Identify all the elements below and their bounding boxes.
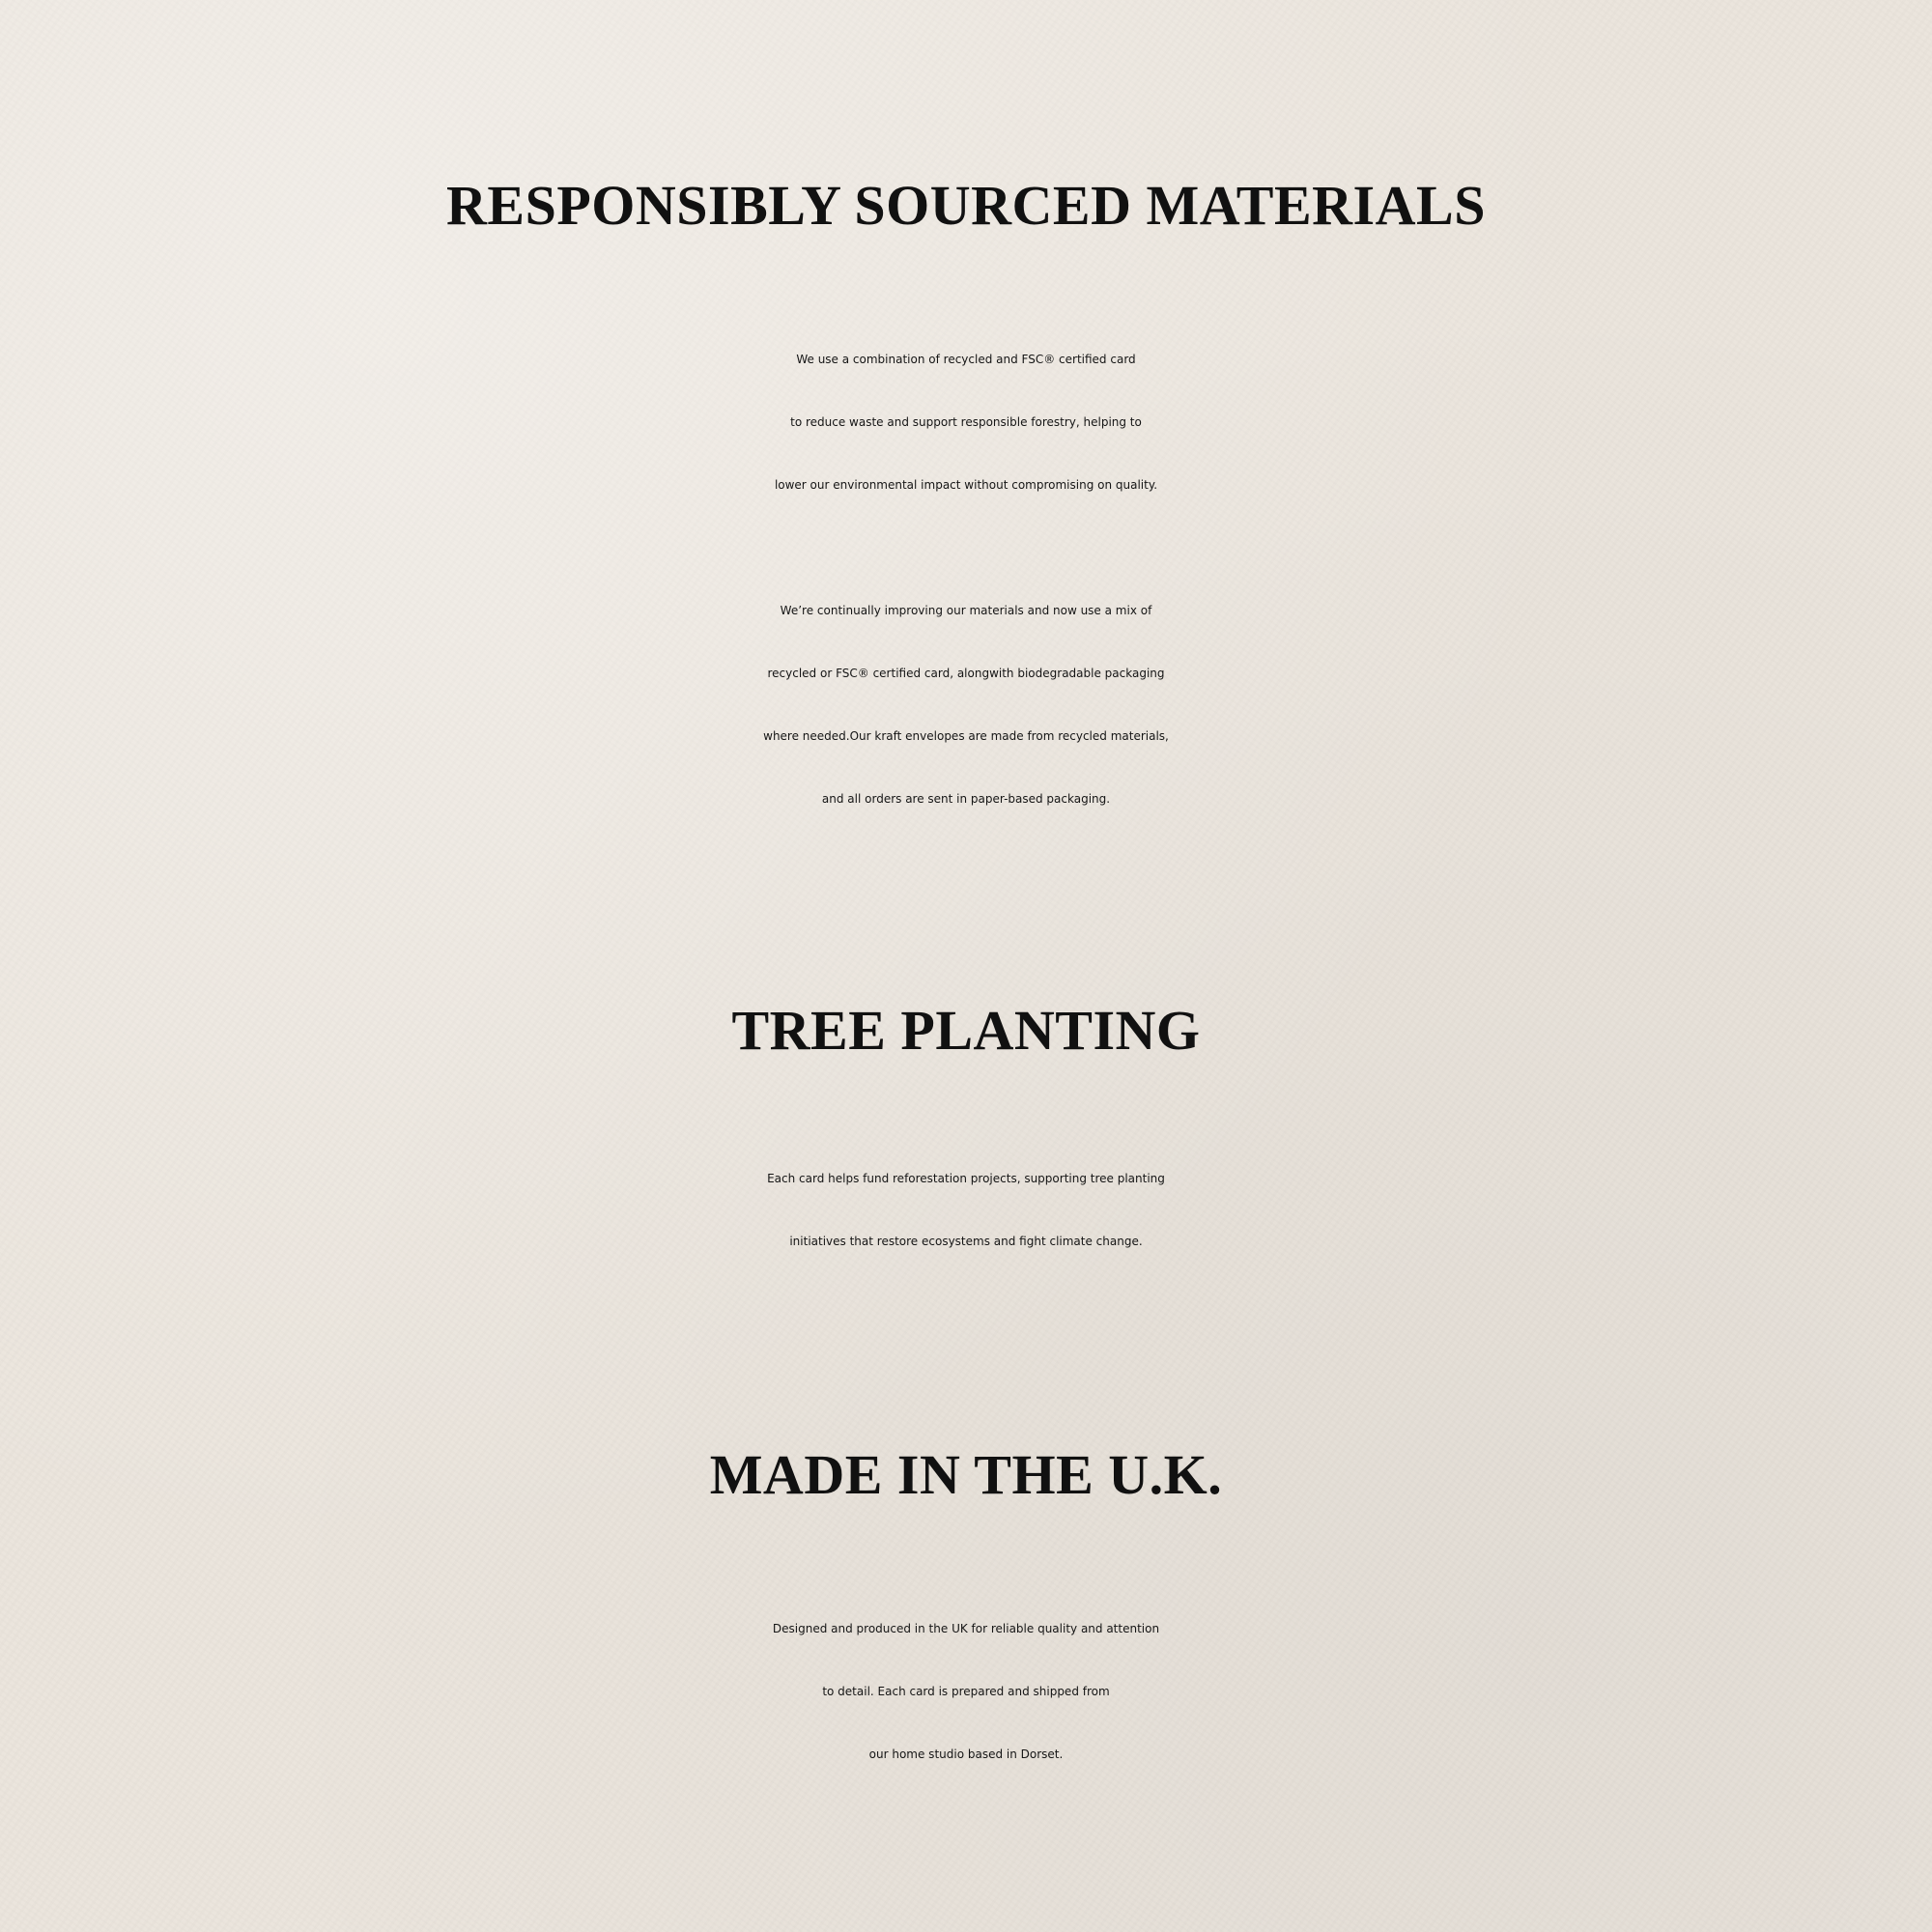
text-line: Designed and produced in the UK for reliable quality and attention: [772, 1622, 1160, 1635]
text-line: initiatives that restore ecosystems and fight climate change.: [789, 1235, 1143, 1248]
text-line: recycled or FSC® certified card, alongwith biodegradable packaging: [767, 667, 1165, 680]
text-line: our home studio based in Dorset.: [868, 1747, 1064, 1761]
heading-made-in-the-uk: MADE IN THE U.K.: [709, 1443, 1223, 1506]
text-line: We use a combination of recycled and FSC® certified card: [796, 353, 1136, 366]
materials-paragraph-1: [39, 328, 1893, 517]
text-line: to detail. Each card is prepared and shipped from: [822, 1685, 1110, 1698]
text-line: where needed.Our kraft envelopes are made from recycled materials,: [763, 729, 1169, 743]
text-line: Each card helps fund reforestation projects, supporting tree planting: [767, 1172, 1165, 1185]
text-line: to reduce waste and support responsible forestry, helping to: [790, 415, 1142, 429]
heading-responsibly-sourced-materials: RESPONSIBLY SOURCED MATERIALS: [446, 174, 1486, 237]
made-in-uk-paragraph: [39, 1598, 1893, 1786]
text-line: lower our environmental impact without compromising on quality.: [774, 478, 1158, 492]
tree-planting-paragraph: [39, 1148, 1893, 1273]
heading-tree-planting: TREE PLANTING: [731, 999, 1201, 1062]
text-line: and all orders are sent in paper-based packaging.: [821, 792, 1111, 806]
text-line: We’re continually improving our materials and now use a mix of: [780, 604, 1152, 617]
materials-paragraph-2: [39, 580, 1893, 831]
